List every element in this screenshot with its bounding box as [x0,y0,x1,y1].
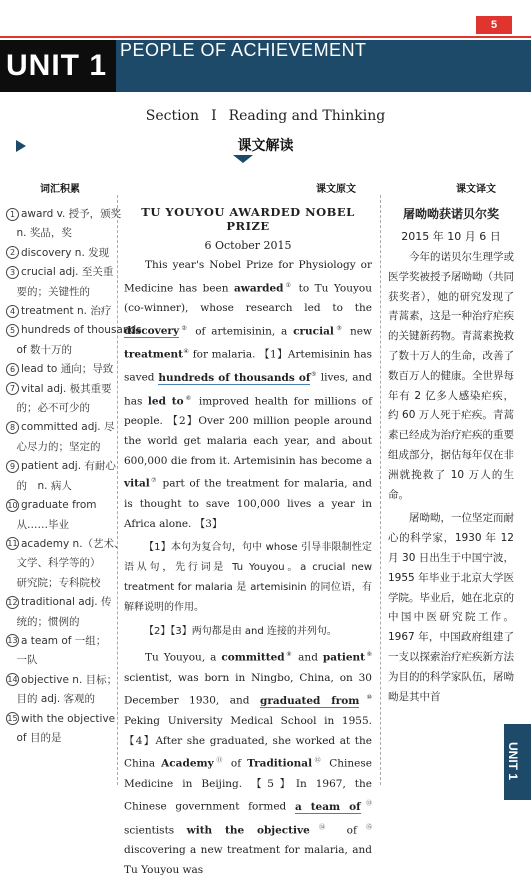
translation-column-heading: 课文译文 [456,184,496,195]
list-item: 14 objective n. 目标； [7,673,118,686]
list-item: 15 with the objective [7,712,116,725]
list-item: 13 a team of 一组； [7,634,107,647]
list-item: 研究院；专科院校 [16,576,101,589]
article-title: TU YOUYOU AWARDED NOBEL PRIZE [141,205,355,233]
list-item: of 数十万的 [16,343,72,356]
section-heading [0,108,531,124]
chevron-down-icon [233,155,253,163]
top-rule [0,36,531,38]
article-paragraph-2: Tu Youyou, a committed⑧ and patient⑨ scientist, was born in Ningbo, China, on 30 December 1930, and graduated from⑩ Peking University Medical School in 1955. 【4】After she graduated, she worked at the China Academy⑪ of Traditional⑫ Chinese Medicine in Beijing. 【5】In 1967, the Chinese government formed a team of⑬ scientists with the objective⑭ of⑮ discovering a new treatment for malaria, and Tu Youyou was [124,651,372,876]
list-item: 5 hundreds of thousands [6,321,113,340]
column-divider [380,195,381,785]
list-item: 3 crucial adj. 至关重 [6,263,113,282]
list-item: 11 academy n.（艺术、 [7,537,125,550]
ribbon-title: 课文解读 [237,138,294,154]
list-item: 9 patient adj. 有耐心 [6,457,113,476]
article-original [124,205,372,881]
list-item: 10 graduate from [7,499,97,512]
list-item: 一队 [16,654,38,667]
list-item: 1 award v. 授予，颁奖 [6,205,113,224]
vocab-column-heading: 词汇积累 [40,184,80,195]
list-item: 的；必不可少的 [16,402,90,415]
section-name: Reading and Thinking [228,108,386,124]
translation-paragraph-1: 今年的诺贝尔生理学或医学奖被授予屠呦呦（共同获奖者），她的研究发现了青蒿素，这是一种治疗疟疾的关键新药物。青蒿素挽救了数十万人的生命，改善了数百万人的健康。全世界每年有 2 亿多人感染疟疾，约 60 万人死于疟疾。青蒿素已经成为治疗疟疾的重要组成部分，据估每年仅在非洲就挽救了 10 万人的生命。 [388,251,514,501]
article-translation [388,205,514,707]
column-divider [117,195,118,785]
list-item: of 目的是 [16,731,62,744]
list-item: 要的；关键性的 [16,285,90,298]
original-column-heading: 课文原文 [316,184,356,195]
list-item: 心尽力的；坚定的 [16,440,101,453]
list-item: 4 treatment n. 治疗 [6,302,113,321]
list-item: 6 lead to 通向；导致 [6,360,113,379]
list-item: 的 n. 病人 [16,479,72,492]
note-1: 【1】本句为复合句，句中 whose 引导非限制性定语从句，先行词是 Tu Youyou。a crucial new treatment for malaria 是 artemisinin 的同位语，有解释说明的作用。 [124,542,372,613]
translation-date: 2015 年 10 月 6 日 [401,230,501,243]
ribbon [0,135,531,165]
vocab-list [6,205,142,748]
list-item: 7 vital adj. 极其重要 [6,380,113,399]
section-label: Section [145,108,200,124]
unit-title: PEOPLE OF ACHIEVEMENT [120,40,367,60]
article-date: 6 October 2015 [204,239,292,252]
list-item: 文学、科学等的） [16,557,101,570]
section-numeral: Ⅰ [211,108,217,124]
list-item: 统的；惯例的 [16,615,80,628]
list-item: 8 committed adj. 尽 [6,418,113,437]
page-number: 5 [476,16,512,34]
list-item: 2 discovery n. 发现 [6,244,113,263]
translation-title: 屠呦呦获诺贝尔奖 [402,207,499,221]
side-unit-tab: UNIT 1 [504,724,531,800]
list-item: 目的 adj. 客观的 [16,693,96,706]
list-item: 从……毕业 [16,518,69,531]
list-item: 12 traditional adj. 传 [7,596,112,609]
unit-label: UNIT 1 [0,40,116,92]
note-2: 【2】【3】两句都是由 and 连接的并列句。 [144,625,337,637]
list-item: n. 奖品，奖 [16,227,72,240]
article-paragraph-1: This year's Nobel Prize for Physiology or Medicine has been awarded① to Tu Youyou (co-winner), whose research led to the discovery② of artemisinin, a crucial③ new treatment④ for malaria. 【1】Artemisinin has saved hundreds of thousands of⑤ lives, and has led to⑥ improved health for millions of people. 【2】Over 200 million people around the world get malaria each year, and about 600,000 die from it. Artemisinin has become a vital⑦ part of the treatment for malaria, and is thought to save 100,000 lives a year in Africa alone. 【3】 [124,259,372,530]
translation-paragraph-2: 屠呦呦，一位坚定而耐心的科学家，1930 年 12 月 30 日出生于中国宁波，1955 年毕业于北京大学医学院。毕业后，她在北京的中国中医研究院工作。1967 年，中国政府组建了一支以探索治疗疟疾新方法为目的的科学家队伍，屠呦呦是其中首 [388,512,514,703]
